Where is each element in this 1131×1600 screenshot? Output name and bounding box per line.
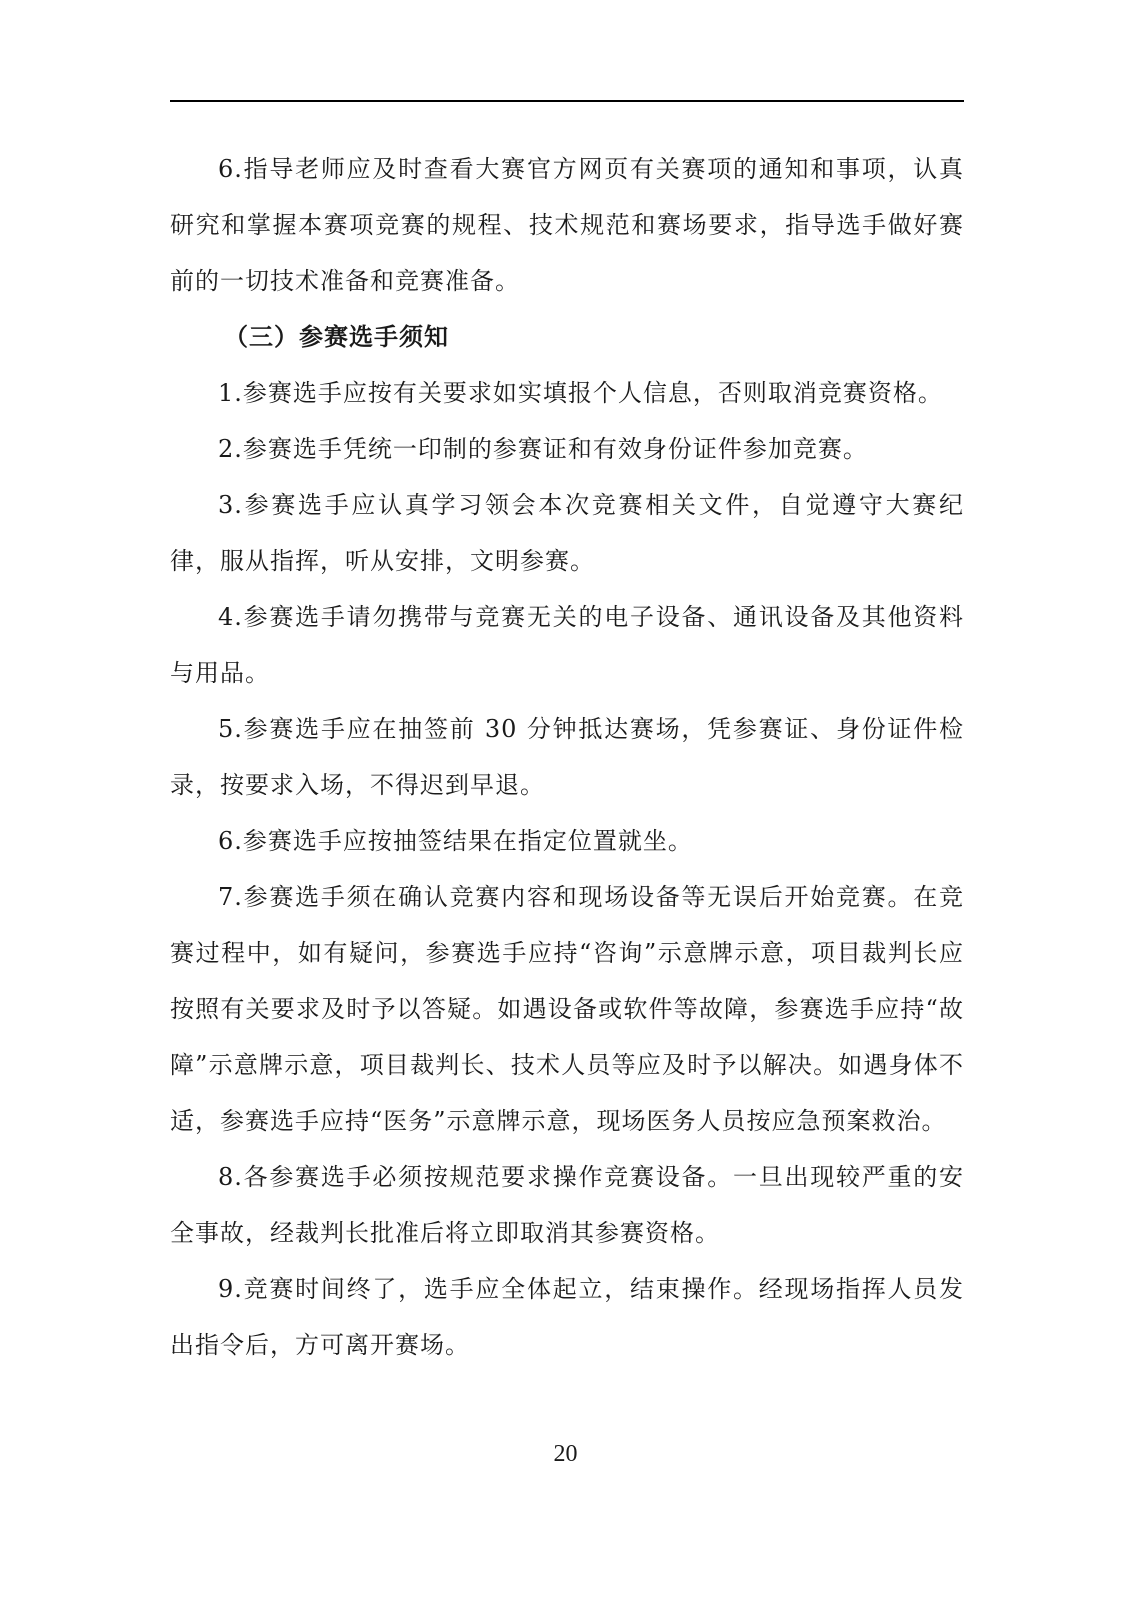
- paragraph-9: 9.竞赛时间终了，选手应全体起立，结束操作。经现场指挥人员发出指令后，方可离开赛场。: [170, 1275, 964, 1359]
- page-content: [170, 141, 964, 1373]
- paragraph-6-guidance: 6.指导老师应及时查看大赛官方网页有关赛项的通知和事项，认真研究和掌握本赛项竞赛的规程、技术规范和赛场要求，指导选手做好赛前的一切技术准备和竞赛准备。: [170, 155, 964, 295]
- paragraph-8: 8.各参赛选手必须按规范要求操作竞赛设备。一旦出现较严重的安全事故，经裁判长批准后将立即取消其参赛资格。: [170, 1163, 964, 1247]
- header-rule: [170, 100, 964, 102]
- paragraph-3: 3.参赛选手应认真学习领会本次竞赛相关文件，自觉遵守大赛纪律，服从指挥，听从安排，文明参赛。: [170, 491, 964, 575]
- paragraph-1: 1.参赛选手应按有关要求如实填报个人信息，否则取消竞赛资格。: [218, 379, 943, 407]
- paragraph-4: 4.参赛选手请勿携带与竞赛无关的电子设备、通讯设备及其他资料与用品。: [170, 603, 964, 687]
- paragraph-7: 7.参赛选手须在确认竞赛内容和现场设备等无误后开始竞赛。在竞赛过程中，如有疑问，参赛选手应持“咨询”示意牌示意，项目裁判长应按照有关要求及时予以答疑。如遇设备或软件等故障，参赛选手应持“故障”示意牌示意，项目裁判长、技术人员等应及时予以解决。如遇身体不适，参赛选手应持“医务”示意牌示意，现场医务人员按应急预案救治。: [170, 883, 964, 1135]
- page-number: 20: [553, 1441, 578, 1467]
- paragraph-6: 6.参赛选手应按抽签结果在指定位置就坐。: [218, 827, 693, 855]
- paragraph-5: 5.参赛选手应在抽签前 30 分钟抵达赛场，凭参赛证、身份证件检录，按要求入场，不得迟到早退。: [170, 715, 964, 799]
- paragraph-2: 2.参赛选手凭统一印制的参赛证和有效身份证件参加竞赛。: [218, 435, 868, 463]
- section-heading: （三）参赛选手须知: [224, 322, 449, 351]
